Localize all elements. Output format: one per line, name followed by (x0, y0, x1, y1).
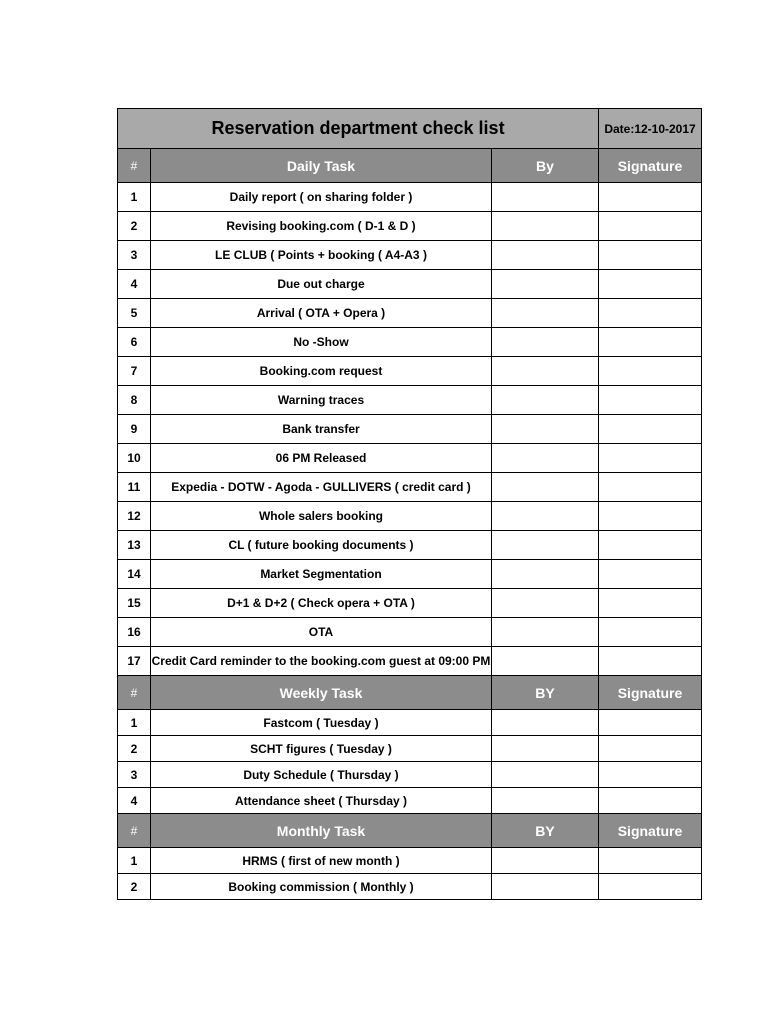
row-number: 10 (118, 444, 151, 473)
row-number: 2 (118, 736, 151, 762)
signature-cell[interactable] (599, 473, 702, 502)
row-number: 6 (118, 328, 151, 357)
row-number: 1 (118, 848, 151, 874)
task-cell: No -Show (151, 328, 492, 357)
task-cell: LE CLUB ( Points + booking ( A4-A3 ) (151, 241, 492, 270)
task-cell: Attendance sheet ( Thursday ) (151, 788, 492, 814)
column-header-task: Daily Task (151, 149, 492, 183)
signature-cell[interactable] (599, 212, 702, 241)
weekly-section-header (118, 676, 702, 710)
column-header-signature: Signature (599, 676, 702, 710)
table-row (118, 762, 702, 788)
by-cell[interactable] (492, 415, 599, 444)
task-cell: Fastcom ( Tuesday ) (151, 710, 492, 736)
by-cell[interactable] (492, 444, 599, 473)
by-cell[interactable] (492, 848, 599, 874)
signature-cell[interactable] (599, 560, 702, 589)
row-number: 8 (118, 386, 151, 415)
table-row (118, 473, 702, 502)
signature-cell[interactable] (599, 444, 702, 473)
table-row (118, 212, 702, 241)
signature-cell[interactable] (599, 241, 702, 270)
by-cell[interactable] (492, 241, 599, 270)
task-cell: Arrival ( OTA + Opera ) (151, 299, 492, 328)
signature-cell[interactable] (599, 531, 702, 560)
by-cell[interactable] (492, 762, 599, 788)
monthly-section-header (118, 814, 702, 848)
task-cell: 06 PM Released (151, 444, 492, 473)
task-cell: Credit Card reminder to the booking.com guest at 09:00 PM (151, 647, 492, 676)
row-number: 1 (118, 710, 151, 736)
signature-cell[interactable] (599, 270, 702, 299)
signature-cell[interactable] (599, 299, 702, 328)
table-row (118, 848, 702, 874)
signature-cell[interactable] (599, 589, 702, 618)
signature-cell[interactable] (599, 762, 702, 788)
checklist-body (118, 109, 702, 900)
task-cell: Bank transfer (151, 415, 492, 444)
table-row (118, 415, 702, 444)
task-cell: SCHT figures ( Tuesday ) (151, 736, 492, 762)
signature-cell[interactable] (599, 618, 702, 647)
by-cell[interactable] (492, 473, 599, 502)
row-number: 2 (118, 212, 151, 241)
table-row (118, 531, 702, 560)
by-cell[interactable] (492, 710, 599, 736)
signature-cell[interactable] (599, 415, 702, 444)
task-cell: Whole salers booking (151, 502, 492, 531)
table-row (118, 788, 702, 814)
task-cell: Due out charge (151, 270, 492, 299)
task-cell: Market Segmentation (151, 560, 492, 589)
by-cell[interactable] (492, 874, 599, 900)
signature-cell[interactable] (599, 357, 702, 386)
row-number: 3 (118, 241, 151, 270)
task-cell: Revising booking.com ( D-1 & D ) (151, 212, 492, 241)
by-cell[interactable] (492, 560, 599, 589)
by-cell[interactable] (492, 647, 599, 676)
signature-cell[interactable] (599, 502, 702, 531)
table-row (118, 328, 702, 357)
table-row (118, 874, 702, 900)
signature-cell[interactable] (599, 647, 702, 676)
by-cell[interactable] (492, 183, 599, 212)
by-cell[interactable] (492, 357, 599, 386)
table-row (118, 647, 702, 676)
by-cell[interactable] (492, 618, 599, 647)
row-number: 13 (118, 531, 151, 560)
by-cell[interactable] (492, 502, 599, 531)
title-row (118, 109, 702, 149)
row-number: 15 (118, 589, 151, 618)
task-cell: Booking.com request (151, 357, 492, 386)
row-number: 5 (118, 299, 151, 328)
by-cell[interactable] (492, 531, 599, 560)
signature-cell[interactable] (599, 736, 702, 762)
daily-section-header (118, 149, 702, 183)
table-row (118, 270, 702, 299)
table-row (118, 502, 702, 531)
row-number: 4 (118, 788, 151, 814)
task-cell: HRMS ( first of new month ) (151, 848, 492, 874)
task-cell: D+1 & D+2 ( Check opera + OTA ) (151, 589, 492, 618)
row-number: 3 (118, 762, 151, 788)
task-cell: Expedia - DOTW - Agoda - GULLIVERS ( credit card ) (151, 473, 492, 502)
column-header-signature: Signature (599, 149, 702, 183)
row-number: 14 (118, 560, 151, 589)
row-number: 1 (118, 183, 151, 212)
by-cell[interactable] (492, 328, 599, 357)
table-row (118, 444, 702, 473)
task-cell: Warning traces (151, 386, 492, 415)
signature-cell[interactable] (599, 328, 702, 357)
table-row (118, 736, 702, 762)
row-number: 12 (118, 502, 151, 531)
table-row (118, 241, 702, 270)
column-header-number: # (118, 149, 151, 183)
signature-cell[interactable] (599, 710, 702, 736)
signature-cell[interactable] (599, 874, 702, 900)
row-number: 9 (118, 415, 151, 444)
row-number: 11 (118, 473, 151, 502)
task-cell: Daily report ( on sharing folder ) (151, 183, 492, 212)
table-row (118, 183, 702, 212)
table-row (118, 589, 702, 618)
table-row (118, 299, 702, 328)
table-row (118, 357, 702, 386)
page-title: Reservation department check list (118, 109, 599, 149)
task-cell: CL ( future booking documents ) (151, 531, 492, 560)
signature-cell[interactable] (599, 848, 702, 874)
checklist-table (117, 108, 702, 900)
task-cell: Duty Schedule ( Thursday ) (151, 762, 492, 788)
signature-cell[interactable] (599, 386, 702, 415)
row-number: 4 (118, 270, 151, 299)
task-cell: OTA (151, 618, 492, 647)
table-row (118, 386, 702, 415)
column-header-by: BY (492, 676, 599, 710)
column-header-task: Monthly Task (151, 814, 492, 848)
task-cell: Booking commission ( Monthly ) (151, 874, 492, 900)
by-cell[interactable] (492, 736, 599, 762)
row-number: 2 (118, 874, 151, 900)
by-cell[interactable] (492, 299, 599, 328)
table-row (118, 618, 702, 647)
row-number: 7 (118, 357, 151, 386)
column-header-signature: Signature (599, 814, 702, 848)
column-header-number: # (118, 814, 151, 848)
by-cell[interactable] (492, 212, 599, 241)
column-header-by: By (492, 149, 599, 183)
signature-cell[interactable] (599, 788, 702, 814)
table-row (118, 560, 702, 589)
by-cell[interactable] (492, 386, 599, 415)
signature-cell[interactable] (599, 183, 702, 212)
by-cell[interactable] (492, 589, 599, 618)
table-row (118, 710, 702, 736)
column-header-number: # (118, 676, 151, 710)
row-number: 17 (118, 647, 151, 676)
by-cell[interactable] (492, 270, 599, 299)
column-header-task: Weekly Task (151, 676, 492, 710)
row-number: 16 (118, 618, 151, 647)
column-header-by: BY (492, 814, 599, 848)
date-label: Date:12-10-2017 (599, 109, 702, 149)
by-cell[interactable] (492, 788, 599, 814)
